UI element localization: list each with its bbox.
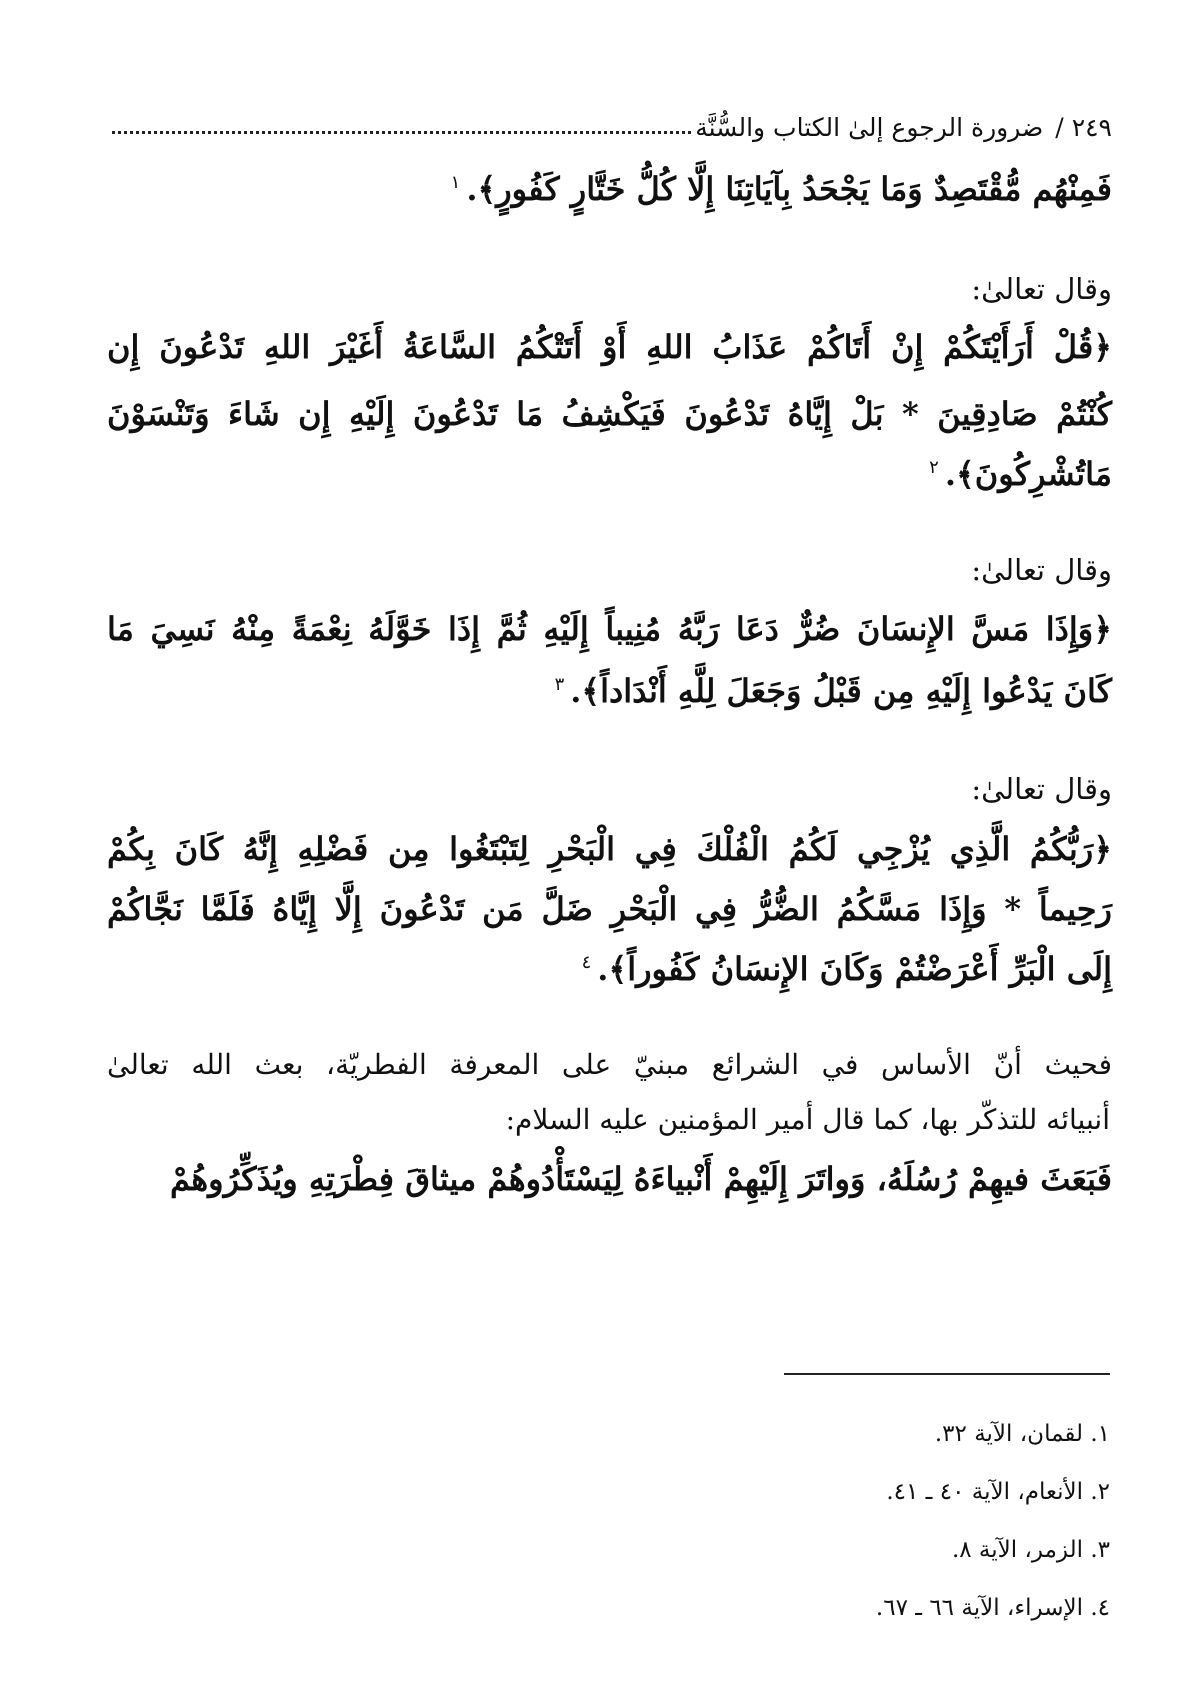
intro-line: وقال تعالىٰ: [971, 553, 1112, 587]
footnote-item: ٢. الأنعام، الآية ٤٠ ـ ٤١. [886, 1479, 1110, 1505]
footnote-ref: ٣ [554, 674, 565, 696]
quote-line: فَبَعَثَ فيهِمْ رُسُلَهُ، وَواتَرَ إِلَيْهِمْ أَنْبياءَهُ لِيَسْتَأْدُوهُمْ ميثاقَ فِطْرَتِهِ ويُذَكِّرُوهُمْ [170, 1160, 1112, 1198]
running-header [112, 92, 1112, 142]
verse-text: إِلَى الْبَرِّ أَعْرَضْتُمْ وَكَانَ الإِنسَانُ كَفُوراً﴾. [597, 950, 1112, 988]
footnote-item: ١. لقمان، الآية ٣٢. [934, 1421, 1110, 1447]
running-title: ضرورة الرجوع إلىٰ الكتاب والسُّنَّة [695, 113, 1044, 142]
footnote-divider [784, 1373, 1110, 1375]
dotted-leader [112, 131, 691, 134]
verse-line: ﴿رَبُّكُمُ الَّذِي يُزْجِي لَكُمُ الْفُلْكَ فِي الْبَحْرِ لِتَبْتَغُوا مِن فَضْلِهِ إِنَّهُ كَانَ بِكُمْ [107, 830, 1112, 868]
footnote-item: ٤. الإسراء، الآية ٦٦ ـ ٦٧. [875, 1595, 1110, 1621]
footnotes-list [610, 1405, 1110, 1637]
verse-line [107, 950, 1112, 988]
footnote-ref: ٢ [929, 457, 939, 479]
page-number: ٢٤٩ [1071, 113, 1112, 142]
prose-line: أنبيائه للتذكّر بها، كما قال أمير المؤمنين عليه السلام: [505, 1103, 1110, 1136]
intro-line: وقال تعالىٰ: [971, 772, 1112, 806]
header-separator: / [1055, 113, 1064, 142]
verse-line: ﴿قُلْ أَرَأَيْتَكُمْ إِنْ أَتَاكُمْ عَذَابُ اللهِ أَوْ أَتَتْكُمُ السَّاعَةُ أَغَيْرَ اللهِ تَدْعُونَ إِن [107, 328, 1112, 366]
footnote-ref: ١ [450, 172, 461, 194]
verse-text: كَانَ يَدْعُوا إِلَيْهِ مِن قَبْلُ وَجَعَلَ لِلَّهِ أَنْدَاداً﴾. [570, 672, 1112, 710]
verse-line [107, 672, 1112, 710]
verse-line [107, 170, 1112, 208]
prose-line: فحيث أنّ الأساس في الشرائع مبنيّ على المعرفة الفطريّة، بعث الله تعالىٰ [107, 1048, 1112, 1081]
verse-text: مَاتُشْرِكُونَ﴾. [944, 455, 1112, 493]
intro-line: وقال تعالىٰ: [971, 272, 1112, 306]
verse-line: رَحِيماً * وَإِذَا مَسَّكُمُ الضُّرُّ فِي الْبَحْرِ ضَلَّ مَن تَدْعُونَ إِلَّا إِيَّاهُ فَلَمَّا نَجَّاكُمْ [107, 890, 1112, 928]
footnote-ref: ٤ [581, 952, 592, 974]
verse-line [107, 455, 1112, 493]
verse-text: فَمِنْهُم مُّقْتَصِدٌ وَمَا يَجْحَدُ بِآيَاتِنَا إِلَّا كُلُّ خَتَّارٍ كَفُورٍ﴾. [466, 170, 1112, 208]
footnote-item: ٣. الزمر، الآية ٨. [951, 1537, 1110, 1563]
verse-line: كُنْتُمْ صَادِقِينَ * بَلْ إِيَّاهُ تَدْعُونَ فَيَكْشِفُ مَا تَدْعُونَ إِلَيْهِ إِن شَاءَ وَتَنْسَوْنَ [107, 395, 1112, 433]
verse-line: ﴿وَإِذَا مَسَّ الإِنسَانَ ضُرٌّ دَعَا رَبَّهُ مُنِيباً إِلَيْهِ ثُمَّ إِذَا خَوَّلَهُ نِعْمَةً مِنْهُ نَسِيَ مَا [107, 610, 1113, 648]
